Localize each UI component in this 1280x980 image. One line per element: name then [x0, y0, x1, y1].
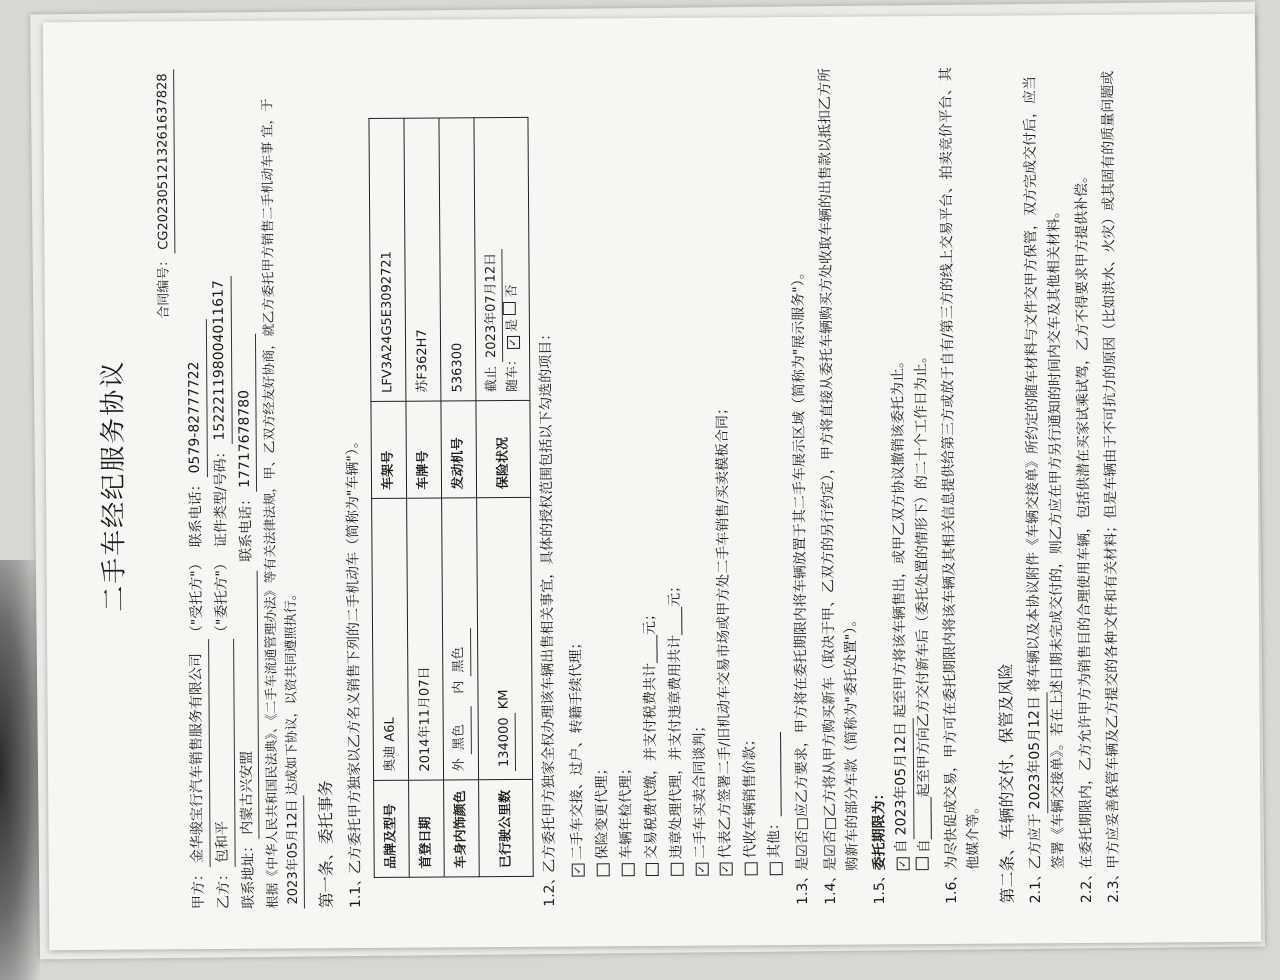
clause-1-4: 1.4、 是☑否□乙方将从甲方购买新车（取决于甲、乙双方的另行约定），甲方将直接从委托车辆购买方处收取车辆的出售款以抵扣乙方所购新车的部分车款（简称为"委托处置"）。 — [816, 67, 861, 905]
checkbox-icon — [745, 862, 758, 875]
party-a-row: 甲方： 金华骏宝行汽车销售服务有限公司 （"受托方"） 联系电话： 0579-82777722 — [182, 69, 211, 909]
party-b-row: 乙方： 包和平 （"委托方"） 证件类型/号码： 152221198004011617 — [207, 69, 236, 909]
vehicle-mileage: 134000 KM — [477, 497, 533, 779]
option-item: 违章处理代理，并支付违章费用共计____元； — [661, 66, 688, 876]
vehicle-table: 品牌及型号 奥迪 A6L 车架号 LFV3A24G5E3092721 首登日期 2014年11月07日 车牌号 苏F362H7 车身内饰颜色 外 黑色 内 黑色 发动机号 536300 已行驶公里数 134000 KM 保险状况 截止 2023年07月12日 随车： ✓是 否 — [368, 117, 534, 878]
contract-number: 合同编号：CG2023051213261637828 — [153, 69, 180, 909]
document-title: 二手车经纪服务协议 — [98, 359, 130, 612]
option-item: 其他：____________ — [760, 65, 787, 875]
vehicle-color: 外 黑色 内 黑色 — [442, 498, 479, 780]
section-1-heading: 第一条、委托事务 — [316, 780, 337, 909]
document-content — [43, 14, 1261, 950]
party-b-phone: 17717678780 — [233, 334, 257, 492]
document-page — [43, 14, 1261, 950]
preamble: 根据《中华人民共和国民法典》、《二手车流通管理办法》等有关法律法规，甲、乙双方经友好协商，就乙方委托甲方销售二手机动车事 宜，于2023年05月12日达成如下协议，以资共同遵照执行。 — [258, 68, 305, 908]
clause-1-6: 1.6、 为尽快促成交易，甲方可在委托期限内将该车辆及其相关信息提供给第三方或放于自有/第三方的线上交易平台、拍卖竞价平台、其他媒介等。 — [938, 67, 982, 904]
checkbox-icon — [769, 862, 782, 875]
clause-2-1: 2.1、 乙方应于2023年05月12日将车辆以及本协议附件《车辆交接单》所约定的随车材料与文件交甲方保管，双方完成交付后，应当签署《车辆交接单》。若在上述日期未完成交付的，则乙方应在甲方另行通知的时间内交车及其他相关材料。 — [1022, 76, 1067, 904]
clause-2-3: 2.3、 甲方应妥善保管车辆及乙方提交的各种文件和有关材料；但是车辆由于不可抗力的原因（比如洪水、火灾）或其固有的质量问题或 — [1100, 70, 1123, 903]
clause-1-2: 1.2、 乙方委托甲方独家全权办理该车辆出售相关事宜，具体的授权范围包括以下勾选的项目： — [538, 326, 559, 907]
checkbox-icon — [671, 863, 684, 876]
option-item: ✓ 二手车买卖合同谈判； — [685, 66, 712, 876]
option-list — [562, 65, 787, 907]
clause-1-1: 1.1、 乙方委托甲方独家以乙方名义销售下列的二手机动车（简称为"车辆"）。 — [344, 434, 365, 909]
vehicle-plate: 苏F362H7 — [404, 118, 441, 401]
checkbox-icon: ✓ — [720, 862, 733, 875]
background-object — [0, 560, 40, 980]
checkbox-icon — [597, 863, 610, 876]
address: 内蒙古兴安盟 — [235, 571, 260, 839]
party-b-name: 包和平 — [211, 639, 235, 867]
checkbox-icon: ✓ — [572, 863, 585, 876]
option-item: 保险变更代理； — [587, 66, 614, 876]
clause-1-3: 1.3、 是☑否□应乙方要求，甲方将在委托期限内将车辆放置于其二手车展示区域（简称为"展示服务"）。 — [790, 265, 812, 906]
option-item: ✓ 二手车交接、过户、转籍手续代理； — [562, 66, 589, 876]
vehicle-brand: 奥迪 A6L — [372, 498, 409, 780]
vehicle-insurance: 截止 2023年07月12日 随车： ✓是 否 — [474, 117, 530, 400]
vehicle-vin: LFV3A24G5E3092721 — [369, 118, 406, 401]
option-item: 代收车辆销售价款； — [735, 65, 762, 875]
section-2-heading: 第二条、车辆的交付、保管及风险 — [995, 663, 1017, 904]
option-item: ✓ 代表乙方签署二手/旧机动车交易市场或甲方处二手车销售/买卖模板合同； — [710, 65, 737, 875]
checkbox-icon — [646, 863, 659, 876]
checkbox-icon: ✓ — [695, 863, 708, 876]
option-item: 车辆年检代理； — [611, 66, 638, 876]
clause-1-5: 1.5、 委托期限为： ✓自2023年05月12日起至甲方将该车辆售出，或甲乙双方协议撤销该委托为止。 自______起至甲方向乙方交付新车后（委托处置的情形下）的二十个工作日为止。 — [871, 349, 933, 905]
option-item: 交易税费代缴，并支付税费共计____元； — [636, 66, 663, 876]
vehicle-reg-date: 2014年11月07日 — [407, 498, 444, 780]
party-a-phone: 0579-82777722 — [184, 319, 208, 477]
party-a-name: 金华骏宝行汽车销售服务有限公司 — [186, 639, 210, 867]
party-b-id: 152221198004011617 — [208, 276, 232, 444]
clause-2-2: 2.2、 在委托期限内，乙方允许甲方为销售目的合理使用车辆，包括供潜在买家试乘试驾，乙方不得要求甲方提供补偿。 — [1073, 168, 1095, 904]
vehicle-engine: 536300 — [439, 118, 476, 401]
address-row: 联系地址： 内蒙古兴安盟 联系电话： 17717678780 — [232, 69, 261, 909]
checkbox-icon — [621, 863, 634, 876]
